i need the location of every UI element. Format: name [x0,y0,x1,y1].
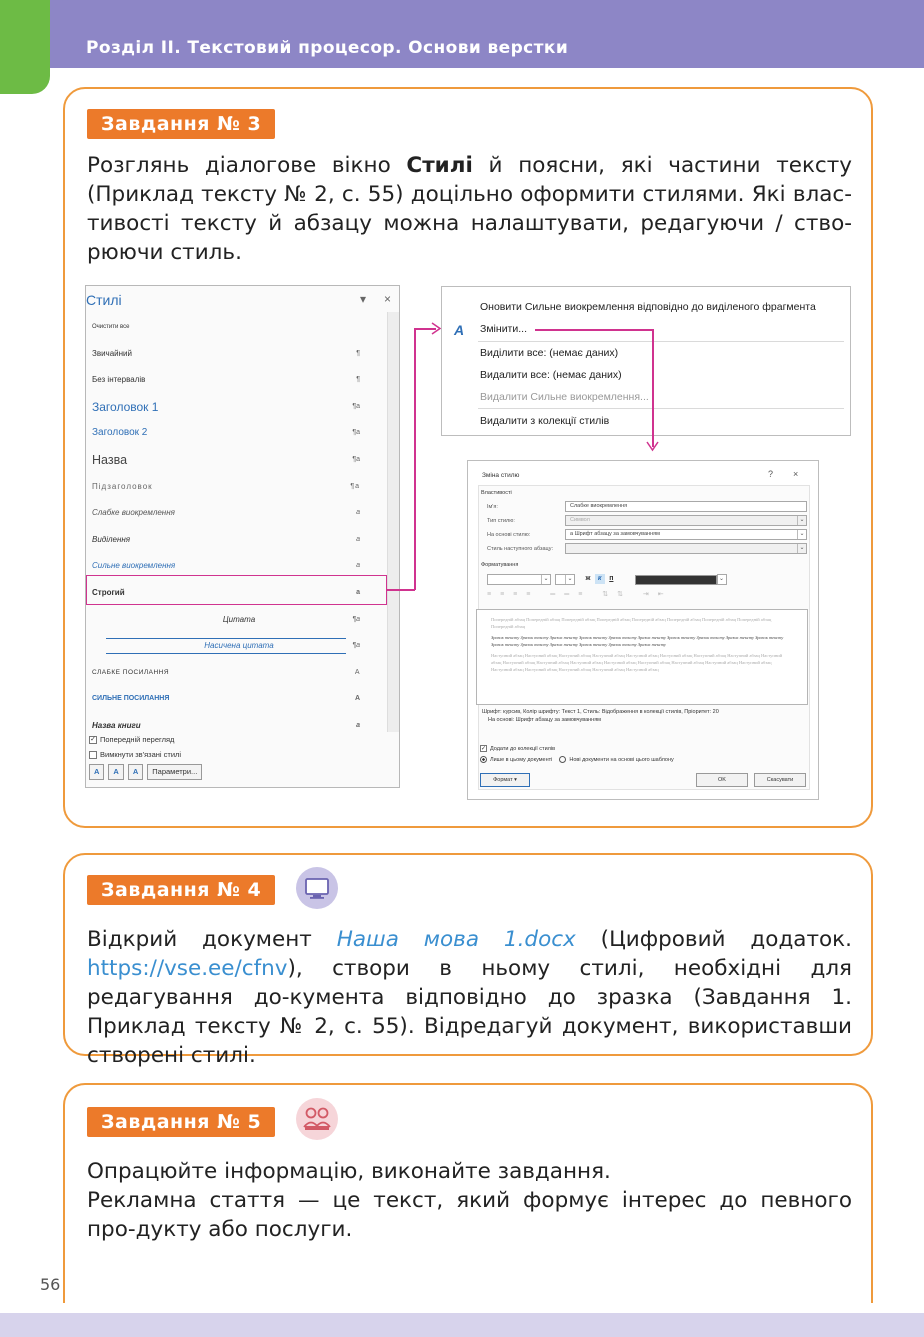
style-mark: a [356,721,360,729]
style-mark: a [356,588,360,596]
style-label: СИЛЬНЕ ПОСИЛАННЯ [92,695,170,703]
preview-sample: Зразок тексту Зразок тексту Зразок тексту Зразок тексту Зразок тексту Зразок тексту Зразок тексту Зразок тексту Зразок тексту Зразок тексту Зразок тексту Зразок тексту Зразок тексту Зразок тексту Зразок тексту Зразок тексту [491,635,784,647]
options-button[interactable]: Параметри... [147,764,202,780]
context-menu [441,286,851,436]
arrow-connector [387,589,415,591]
based-value: a Шрифт абзацу за замовчуванням [570,531,660,537]
styles-panel [85,285,400,788]
style-item[interactable] [86,633,386,660]
style-mark: a [356,509,360,517]
task-5-box [63,1083,873,1303]
name-field[interactable]: Слабке виокремлення [565,501,807,512]
style-mark: ¶ [356,376,360,384]
preview-checkbox-row[interactable] [86,732,399,747]
style-item[interactable] [86,474,386,501]
arrow-connector [414,328,416,590]
footer-band [0,1313,924,1337]
close-icon[interactable]: × [384,292,392,306]
task-3-badge: Завдання № 3 [87,109,275,139]
style-item[interactable] [86,420,386,447]
digital-supplement-link[interactable]: https://vse.ee/cfnv [87,956,288,981]
menu-separator [478,408,844,409]
style-mark: ¶a [352,615,360,623]
style-description [482,708,802,724]
preview-before: Попередній абзац Попередній абзац Попередній абзац Попередній абзац Попередній абзац Попередній абзац Попередній абзац Попередній абзац Попередній абзац [491,617,772,629]
based-label: На основі стилю: [487,532,531,538]
color-dropdown[interactable] [717,574,727,585]
chevron-down-icon: ⌄ [541,575,550,584]
menu-item-update[interactable]: Оновити Сильне виокремлення відповідно до виділеного фрагмента [480,301,816,313]
style-label: Насичена цитата [204,641,274,651]
chevron-down-icon: ⌄ [718,576,725,582]
type-label: Тип стилю: [487,518,515,524]
cancel-button[interactable]: Скасувати [754,773,806,787]
style-label: Без інтервалів [92,375,146,385]
linked-checkbox-row[interactable] [86,747,399,762]
style-mark: A [354,695,360,703]
style-label: Слабке виокремлення [92,508,175,518]
style-label: Виділення [92,534,131,544]
style-label: Назва книги [92,720,141,730]
section-format: Форматування [481,562,519,568]
arrow-connector [535,329,653,331]
ok-button[interactable]: OK [696,773,748,787]
section-title: Розділ II. Текстовий процесор. Основи верстки [86,38,569,58]
style-label: Заголовок 1 [92,399,159,414]
dialog-title: Зміна стилю [482,472,520,479]
format-toolbar [583,574,616,584]
task-4-text-part: Відкрий документ [87,927,337,952]
style-item[interactable] [86,527,386,554]
chevron-down-icon: ⌄ [797,544,806,553]
style-item[interactable] [86,686,386,713]
description-line: На основі: Шрифт абзацу за замовчуванням [488,717,601,723]
task-5-line: Опрацюйте інформацію, виконайте завдання. [87,1159,611,1184]
task-3-text [87,151,852,267]
styles-panel-buttons [89,764,202,780]
styles-panel-title: Стилі [86,292,122,308]
menu-item-delete-all[interactable]: Видалити все: (немає даних) [480,369,622,381]
bold-button[interactable]: ж [585,575,591,582]
name-label: Ім'я: [487,504,498,510]
style-label: Підзаголовок [92,481,153,491]
style-mark: ¶ [356,349,360,357]
radio-template-label: Нові документи на основі цього шаблону [569,756,674,763]
task-4-badge: Завдання № 4 [87,875,275,905]
linked-label: Вимкнути зв'язані стилі [100,750,182,759]
help-icon[interactable]: ? [768,469,774,479]
style-item[interactable] [86,660,386,687]
page-number: 56 [40,1275,61,1294]
preview-label: Попередній перегляд [100,735,175,744]
arrow-head-icon [646,440,659,452]
section-tab [0,0,50,94]
highlight-frame [86,575,387,605]
gallery-checkbox-row[interactable] [480,745,555,752]
description-line: Шрифт: курсив, Колір шрифту: Текст 1, Стиль: Відображення в колекції стилів, Пріоритет: 20 [482,709,719,715]
group-work-icon [296,1098,338,1140]
paragraph-toolbar: ≡≡≡≡ ══≡ ⇅⇅ ⇥⇤ [487,591,673,598]
style-item[interactable] [86,607,386,634]
style-item[interactable] [86,394,386,421]
style-label: Назва [92,452,128,467]
gallery-label: Додати до колекції стилів [490,745,555,752]
task-3-text-part: Розглянь діалогове вікно [87,153,407,178]
radio-selected[interactable] [480,756,487,763]
next-select[interactable] [565,543,807,554]
preview-after: Наступний абзац Наступний абзац Наступний абзац Наступний абзац Наступний абзац Наступний абзац Наступний абзац Наступний абзац Наступний абзац Наступний абзац Наступний абзац Наступний абзац Наступний абзац Наступний абзац Наступний абзац Наступний абзац Наступний абзац Наступний абзац Наступний абзац Наступний абзац Наступний абзац Наступний абзац [491,653,783,672]
task-5-line: Рекламна стаття — це текст, який формує інтерес до певного про-дукту або послуги. [87,1188,852,1242]
menu-separator [478,341,844,342]
task-4-text [87,925,852,1070]
style-mark: ¶a [352,455,360,463]
underline-button[interactable]: п [609,575,614,582]
type-select[interactable] [565,515,807,526]
style-mark: ¶a [350,482,360,490]
style-mark: ¶a [352,402,360,410]
styles-list [86,314,386,740]
document-link[interactable]: Наша мова 1.docx [336,927,576,952]
scope-radio-row [480,756,674,763]
modify-style-dialog [467,460,819,800]
manage-styles-icon[interactable]: A [128,764,143,780]
style-mark: a [356,562,360,570]
style-inspector-icon[interactable]: A [108,764,123,780]
chevron-down-icon: ⌄ [797,530,806,539]
task-5-text [87,1157,852,1244]
style-label: Цитата [222,614,256,624]
styles-panel-footer [86,732,399,762]
style-label: СЛАБКЕ ПОСИЛАННЯ [92,668,170,676]
section-properties: Властивості [481,490,512,496]
italic-button[interactable]: к [595,574,605,584]
close-icon[interactable]: × [793,469,799,479]
type-value: Символ [570,517,590,523]
style-label: Очистити все [92,324,130,330]
styles-scrollbar[interactable] [387,312,399,732]
radio-unselected[interactable] [559,756,566,763]
format-button[interactable]: Формат ▾ [480,773,530,787]
style-item[interactable] [86,447,386,474]
chevron-down-icon[interactable]: ▾ [360,292,367,306]
menu-item-select-all[interactable]: Виділити все: (немає даних) [480,347,619,359]
menu-item-delete-style: Видалити Сильне виокремлення... [480,391,649,403]
radio-doc-label: Лише в цьому документі [490,756,553,763]
modify-style-icon: A [454,322,465,338]
task-4-text-part: (Цифровий додаток. [575,927,852,952]
computer-monitor-icon [296,867,338,909]
style-mark: ¶a [352,429,360,437]
next-label: Стиль наступного абзацу: [487,546,553,552]
style-mark: A [354,668,360,676]
task-4-text-part: ), створи в ньому стилі, необхідні для редагування до-кумента відповідно до зразка (Завдання 1. Приклад тексту № 2, с. 55). Відредагуй документ, використавши створені стилі. [87,956,852,1068]
style-item[interactable] [86,367,386,394]
chevron-down-icon: ⌄ [797,516,806,525]
style-item[interactable] [86,314,386,341]
size-select[interactable] [555,574,575,585]
menu-item-modify[interactable]: Змінити... [480,323,527,335]
style-mark: ¶a [352,642,360,650]
checkbox-checked[interactable]: ✓ [90,735,96,743]
style-item[interactable] [86,341,386,368]
style-mark: a [356,535,360,543]
task-5-badge: Завдання № 5 [87,1107,275,1137]
checkbox-unchecked[interactable] [89,751,97,759]
style-label: Сильне виокремлення [92,561,176,571]
task-3-text-part: й поясни, які частини тексту (Приклад тексту № 2, с. 55) доцільно оформити стилями. Які влас-тивості тексту й абзацу можна налаштувати, редагуючи / ство-рюючи стиль. [87,153,852,265]
task-3-text-bold: Стилі [406,153,473,178]
chevron-down-icon: ⌄ [565,575,574,584]
checkbox-checked[interactable]: ✓ [481,746,487,752]
style-preview [476,609,808,705]
menu-item-remove-gallery[interactable]: Видалити з колекції стилів [480,415,610,427]
new-style-icon[interactable]: A [89,764,104,780]
style-label: Строгий [92,587,125,597]
based-select[interactable] [565,529,807,540]
font-select[interactable] [487,574,551,585]
task-4-box [63,853,873,1068]
style-label: Звичайний [92,348,132,358]
style-item[interactable] [86,500,386,527]
arrow-connector [652,329,654,447]
style-label: Заголовок 2 [92,427,148,439]
font-color-select[interactable] [635,575,717,585]
